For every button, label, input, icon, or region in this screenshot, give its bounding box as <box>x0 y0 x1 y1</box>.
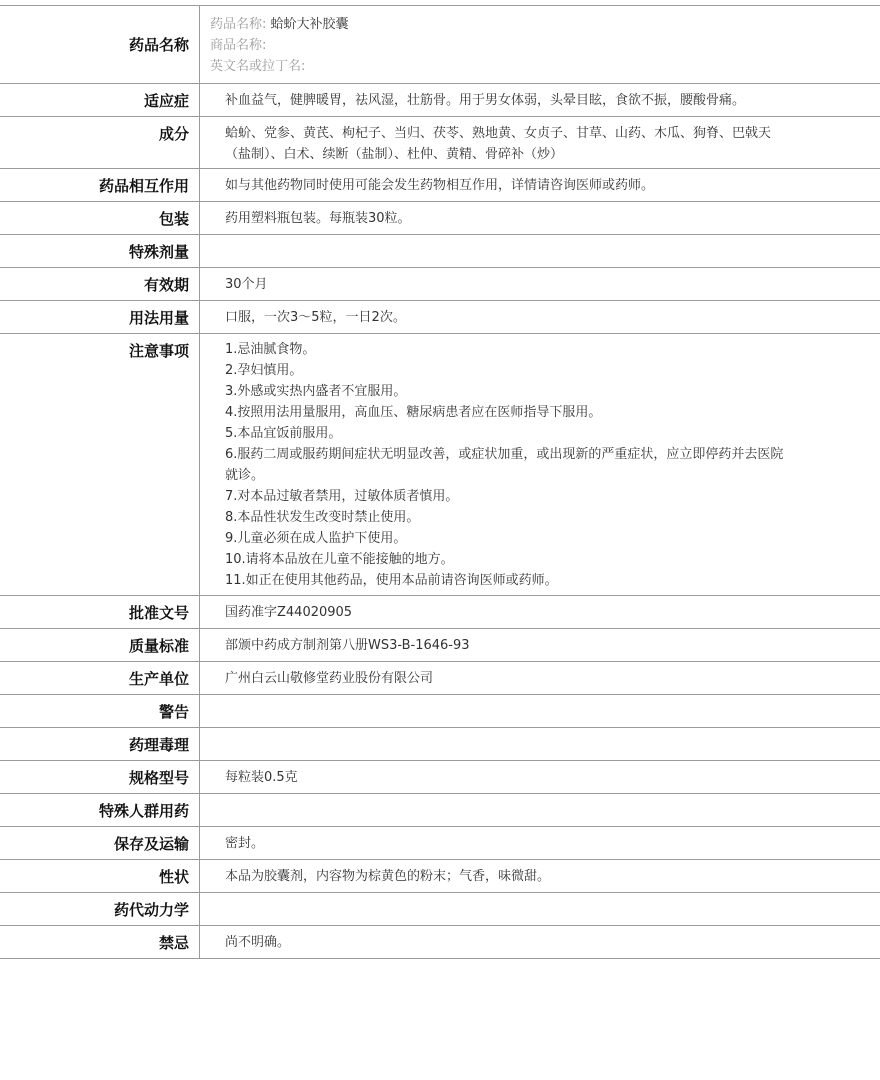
precautions-list <box>225 339 790 591</box>
appearance-row <box>0 860 880 893</box>
special-dosage-label: 特殊剂量 <box>0 235 200 267</box>
english-name-line <box>210 56 790 77</box>
precautions-label: 注意事项 <box>0 334 200 595</box>
special-dosage-value <box>200 235 880 267</box>
precaution-item: 3.外感或实热内盛者不宜服用。 <box>225 384 407 399</box>
dosage-value: 口服，一次3～5粒，一日2次。 <box>225 310 406 325</box>
storage-label: 保存及运输 <box>0 827 200 859</box>
precaution-item: 2.孕妇慎用。 <box>225 363 303 378</box>
generic-name-key: 药品名称: <box>210 17 267 32</box>
interactions-row <box>0 169 880 202</box>
precaution-item: 4.按照用法用量服用，高血压、糖尿病患者应在医师指导下服用。 <box>225 405 602 420</box>
drug-name-label: 药品名称 <box>0 6 200 83</box>
pharmacokinetics-label: 药代动力学 <box>0 893 200 925</box>
manufacturer-row <box>0 662 880 695</box>
quality-standard-row <box>0 629 880 662</box>
precautions-value <box>200 334 880 595</box>
quality-standard-label: 质量标准 <box>0 629 200 661</box>
trade-name-line <box>210 35 790 56</box>
drug-name-value <box>200 6 880 83</box>
precaution-item: 6.服药二周或服药期间症状无明显改善，或症状加重，或出现新的严重症状，应立即停药并去医院就诊。 <box>225 447 784 483</box>
storage-row <box>0 827 880 860</box>
trade-name-key: 商品名称: <box>210 38 267 53</box>
warning-label: 警告 <box>0 695 200 727</box>
interactions-value: 如与其他药物同时使用可能会发生药物相互作用，详情请咨询医师或药师。 <box>225 178 655 193</box>
indication-row <box>0 84 880 117</box>
package-row <box>0 202 880 235</box>
specification-label: 规格型号 <box>0 761 200 793</box>
shelf-life-row <box>0 268 880 301</box>
specification-value: 每粒装0.5克 <box>225 770 298 785</box>
appearance-value: 本品为胶囊剂，内容物为棕黄色的粉末；气香，味微甜。 <box>225 869 551 884</box>
dosage-row <box>0 301 880 334</box>
precautions-row <box>0 334 880 596</box>
contraindications-row <box>0 926 880 959</box>
shelf-life-value: 30个月 <box>225 277 268 292</box>
interactions-label: 药品相互作用 <box>0 169 200 201</box>
ingredients-label: 成分 <box>0 117 200 168</box>
precaution-item: 7.对本品过敏者禁用，过敏体质者慎用。 <box>225 489 459 504</box>
special-dosage-row <box>0 235 880 268</box>
shelf-life-label: 有效期 <box>0 268 200 300</box>
special-population-label: 特殊人群用药 <box>0 794 200 826</box>
warning-value <box>200 695 880 727</box>
english-name-key: 英文名或拉丁名: <box>210 59 306 74</box>
warning-row <box>0 695 880 728</box>
appearance-label: 性状 <box>0 860 200 892</box>
precaution-item: 8.本品性状发生改变时禁止使用。 <box>225 510 420 525</box>
special-population-value <box>200 794 880 826</box>
pharmacology-value <box>200 728 880 760</box>
generic-name-line <box>210 14 790 35</box>
ingredients-row <box>0 117 880 169</box>
precaution-item: 10.请将本品放在儿童不能接触的地方。 <box>225 552 454 567</box>
precaution-item: 11.如正在使用其他药品，使用本品前请咨询医师或药师。 <box>225 573 558 588</box>
contraindications-value: 尚不明确。 <box>225 935 291 950</box>
approval-number-row <box>0 596 880 629</box>
manufacturer-value: 广州白云山敬修堂药业股份有限公司 <box>225 671 434 686</box>
dosage-label: 用法用量 <box>0 301 200 333</box>
special-population-row <box>0 794 880 827</box>
pharmacokinetics-row <box>0 893 880 926</box>
precaution-item: 1.忌油腻食物。 <box>225 342 316 357</box>
precaution-item: 5.本品宜饭前服用。 <box>225 426 342 441</box>
package-value: 药用塑料瓶包装。每瓶装30粒。 <box>225 211 411 226</box>
generic-name-value: 蛤蚧大补胶囊 <box>270 17 349 32</box>
drug-name-row <box>0 6 880 84</box>
ingredients-value: 蛤蚧、党参、黄芪、枸杞子、当归、茯苓、熟地黄、女贞子、甘草、山药、木瓜、狗脊、巴戟天（盐制）、白术、续断（盐制）、杜仲、黄精、骨碎补（炒） <box>225 126 772 162</box>
manufacturer-label: 生产单位 <box>0 662 200 694</box>
pharmacology-row <box>0 728 880 761</box>
contraindications-label: 禁忌 <box>0 926 200 958</box>
quality-standard-value: 部颁中药成方制剂第八册WS3-B-1646-93 <box>225 638 470 653</box>
precaution-item: 9.儿童必须在成人监护下使用。 <box>225 531 407 546</box>
specification-row <box>0 761 880 794</box>
pharmacokinetics-value <box>200 893 880 925</box>
indication-label: 适应症 <box>0 84 200 116</box>
approval-number-label: 批准文号 <box>0 596 200 628</box>
indication-value: 补血益气，健脾暖胃，祛风湿，壮筋骨。用于男女体弱，头晕目眩，食欲不振，腰酸骨痛。 <box>225 93 746 108</box>
pharmacology-label: 药理毒理 <box>0 728 200 760</box>
drug-info-table <box>0 5 880 959</box>
package-label: 包装 <box>0 202 200 234</box>
storage-value: 密封。 <box>225 836 265 851</box>
approval-number-value: 国药准字Z44020905 <box>225 605 353 620</box>
